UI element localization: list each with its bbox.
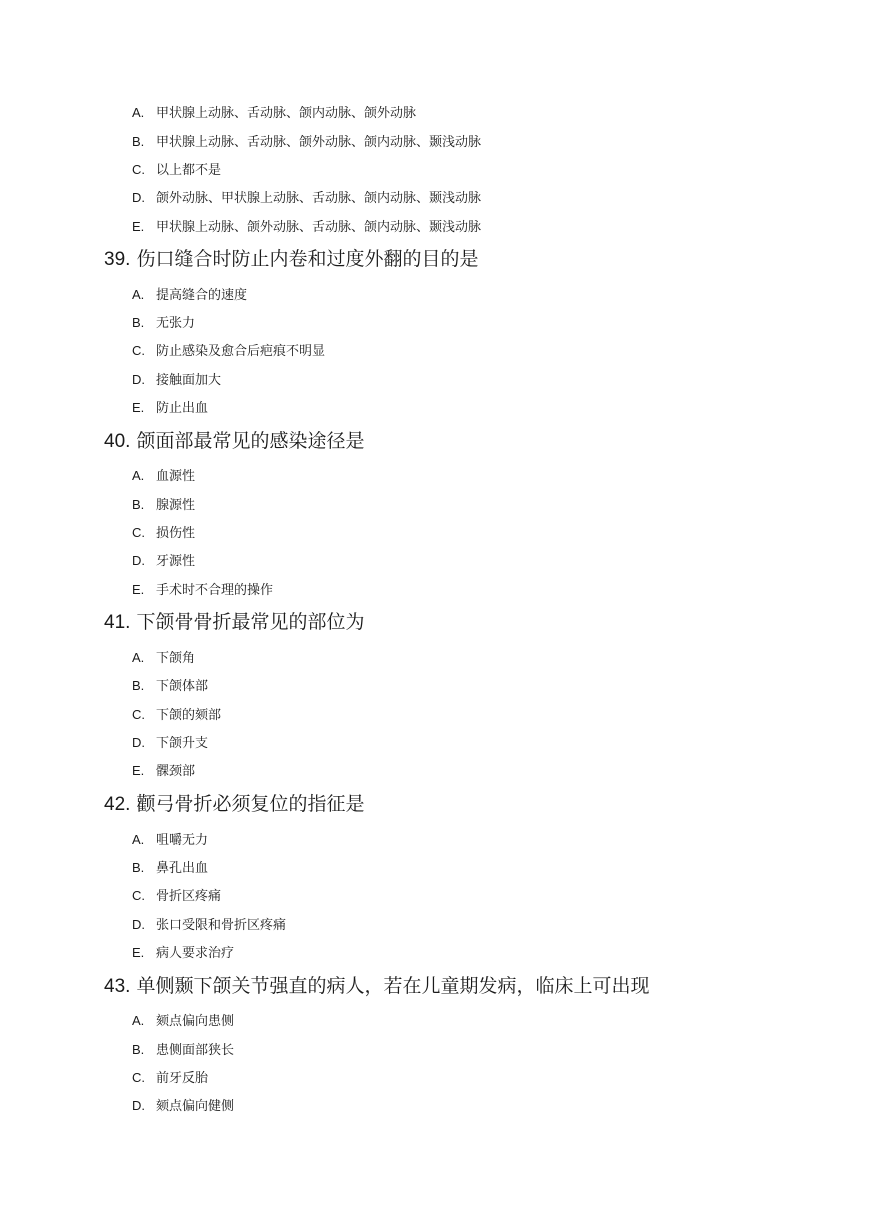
option-text: 接触面加大 [156,373,222,388]
option-text: 手术时不合理的操作 [156,583,274,598]
option-prev-a [132,104,416,123]
option-43-c [132,1069,208,1088]
option-letter: E. [132,400,145,415]
option-40-e [132,581,273,600]
option-39-a [132,286,247,305]
option-text: 患侧面部狭长 [156,1043,235,1058]
option-39-b [132,314,195,333]
question-number: 43. [104,976,131,997]
option-text: 颌外动脉、甲状腺上动脉、舌动脉、颌内动脉、颞浅动脉 [156,191,482,206]
option-letter: D. [132,735,145,750]
option-41-e [132,762,195,781]
question-41 [104,610,364,635]
option-prev-d [132,189,481,208]
option-40-c [132,524,195,543]
option-39-d [132,371,221,390]
option-letter: E. [132,763,145,778]
option-text: 下颌体部 [156,679,209,694]
option-text: 牙源性 [156,554,196,569]
option-text: 张口受限和骨折区疼痛 [156,918,287,933]
option-42-e [132,944,234,963]
option-text: 颏点偏向患侧 [156,1014,235,1029]
option-text: 腺源性 [156,498,196,513]
option-text: 提高缝合的速度 [156,288,248,303]
option-42-c [132,887,221,906]
question-number: 41. [104,612,131,633]
option-text: 以上都不是 [156,163,222,178]
option-prev-e [132,218,481,237]
option-letter: A. [132,105,145,120]
option-text: 损伤性 [156,526,196,541]
option-text: 下颌升支 [156,736,209,751]
option-letter: C. [132,162,145,177]
option-43-a [132,1012,234,1031]
option-letter: B. [132,497,145,512]
option-letter: A. [132,1013,145,1028]
option-42-d [132,916,286,935]
option-prev-b [132,133,481,152]
option-letter: D. [132,553,145,568]
question-text: 下颌骨骨折最常见的部位为 [136,611,365,633]
option-prev-c [132,161,221,180]
option-letter: D. [132,1098,145,1113]
option-letter: A. [132,650,145,665]
option-text: 髁颈部 [156,764,196,779]
option-letter: C. [132,525,145,540]
question-text: 颌面部最常见的感染途径是 [136,430,365,452]
option-text: 下颌的颏部 [156,708,222,723]
option-text: 下颌角 [156,651,196,666]
question-text: 颧弓骨折必须复位的指征是 [136,793,365,815]
option-text: 病人要求治疗 [156,946,235,961]
question-40 [104,429,364,454]
option-letter: D. [132,372,145,387]
question-text: 单侧颞下颌关节强直的病人，若在儿童期发病，临床上可出现 [136,975,650,997]
option-41-a [132,649,195,668]
question-43 [104,974,649,999]
option-text: 防止感染及愈合后疤痕不明显 [156,344,326,359]
option-letter: A. [132,287,145,302]
option-letter: E. [132,219,145,234]
option-text: 甲状腺上动脉、颌外动脉、舌动脉、颌内动脉、颞浅动脉 [156,220,482,235]
option-letter: A. [132,832,145,847]
option-text: 血源性 [156,469,196,484]
option-text: 骨折区疼痛 [156,889,222,904]
option-letter: B. [132,678,145,693]
option-letter: B. [132,860,145,875]
question-text: 伤口缝合时防止内卷和过度外翻的目的是 [136,248,479,270]
question-42 [104,792,364,817]
option-text: 防止出血 [156,401,209,416]
option-39-c [132,342,325,361]
option-text: 甲状腺上动脉、舌动脉、颌内动脉、颌外动脉 [156,106,417,121]
question-number: 42. [104,794,131,815]
option-43-b [132,1041,234,1060]
option-42-b [132,859,208,878]
option-39-e [132,399,208,418]
option-letter: B. [132,1042,145,1057]
option-41-c [132,706,221,725]
option-letter: B. [132,134,145,149]
option-letter: B. [132,315,145,330]
option-text: 无张力 [156,316,196,331]
option-letter: C. [132,1070,145,1085]
option-40-d [132,552,195,571]
option-text: 鼻孔出血 [156,861,209,876]
option-letter: D. [132,917,145,932]
option-letter: E. [132,945,145,960]
option-letter: D. [132,190,145,205]
question-number: 39. [104,249,131,270]
option-text: 甲状腺上动脉、舌动脉、颌外动脉、颌内动脉、颞浅动脉 [156,135,482,150]
option-letter: E. [132,582,145,597]
option-letter: A. [132,468,145,483]
option-43-d [132,1097,234,1116]
option-text: 前牙反胎 [156,1071,209,1086]
option-40-a [132,467,195,486]
option-text: 颏点偏向健侧 [156,1099,235,1114]
option-letter: C. [132,343,145,358]
option-41-b [132,677,208,696]
option-41-d [132,734,208,753]
question-39 [104,247,478,272]
option-40-b [132,496,195,515]
option-letter: C. [132,888,145,903]
option-42-a [132,831,208,850]
option-letter: C. [132,707,145,722]
question-number: 40. [104,431,131,452]
option-text: 咀嚼无力 [156,833,209,848]
